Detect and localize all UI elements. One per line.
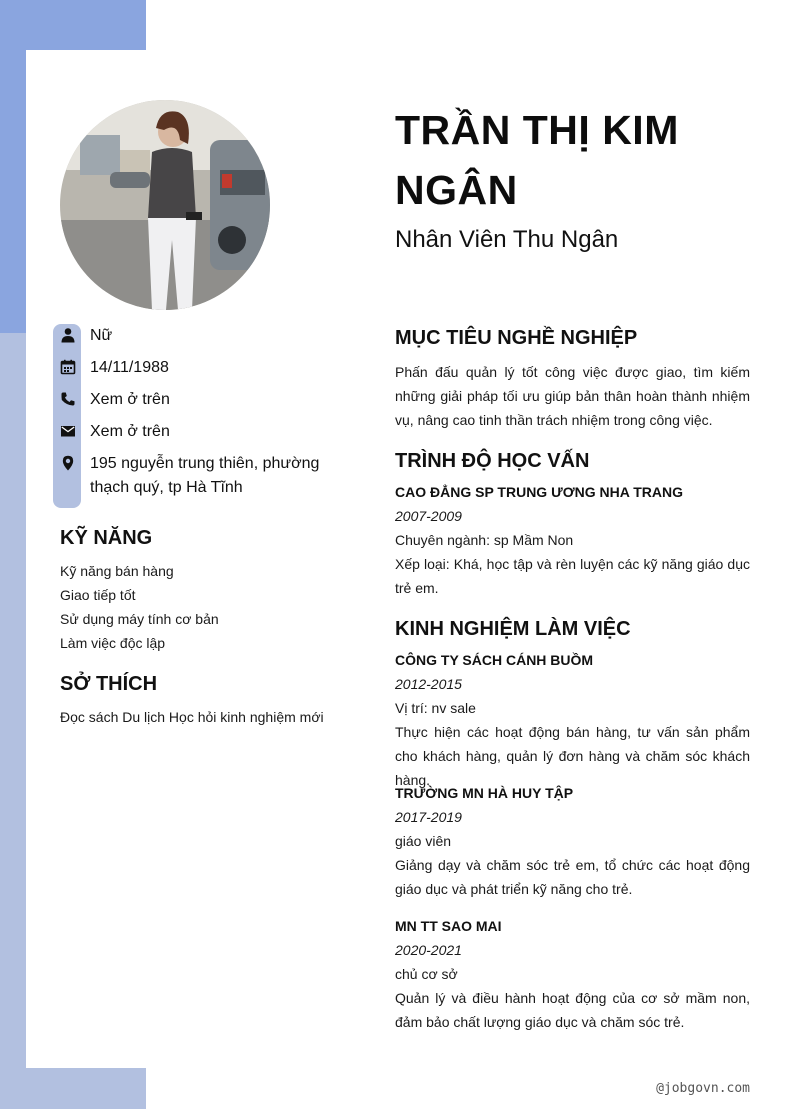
email-text: Xem ở trên [90,423,170,440]
job-title: Nhân Viên Thu Ngân [395,226,619,253]
skill-item: Sử dụng máy tính cơ bản [60,611,219,627]
email-icon [60,423,76,439]
contact-phone [60,388,340,412]
calendar-icon [60,359,76,375]
job-company: CÔNG TY SÁCH CÁNH BUỒM [395,652,594,668]
hobbies-heading: SỞ THÍCH [60,673,158,695]
contact-email [60,420,340,444]
job-company: TRƯỜNG MN HÀ HUY TẬP [395,785,574,801]
skill-item: Giao tiếp tốt [60,587,136,603]
gender-text: Nữ [90,327,113,344]
skill-item: Làm việc độc lập [60,635,166,651]
contact-gender [60,324,340,348]
skill-item: Kỹ năng bán hàng [60,563,174,579]
job-description: Giảng dạy và chăm sóc trẻ em, tổ chức các hoạt động giáo dục và phát triển kỹ năng cho trẻ. [395,857,750,897]
full-name: TRẦN THỊ KIM NGÂN [395,107,679,213]
job-position: Vị trí: nv sale [395,700,476,716]
education-school: CAO ĐẲNG SP TRUNG ƯƠNG NHA TRANG [395,484,684,500]
contact-birthdate [60,356,340,380]
phone-icon [60,391,76,407]
birthdate-text: 14/11/1988 [90,359,169,376]
education-rating: Xếp loại: Khá, học tập và rèn luyện các kỹ năng giáo dục trẻ em. [395,556,750,596]
education-period: 2007-2009 [395,508,462,524]
education-heading: TRÌNH ĐỘ HỌC VẤN [395,450,590,472]
phone-text: Xem ở trên [90,391,170,408]
hobbies-text: Đọc sách Du lịch Học hỏi kinh nghiệm mới [60,709,324,725]
skills-heading: KỸ NĂNG [60,527,153,549]
job-position: chủ cơ sở [395,966,458,982]
objective-text: Phấn đấu quản lý tốt công việc được giao, tìm kiếm những giải pháp tối ưu giúp bản thân hoàn thành nhiệm vụ, nâng cao tinh thần trách nhiệm trong công việc. [395,364,750,428]
job-description: Quản lý và điều hành hoạt động của cơ sở mầm non, đảm bảo chất lượng giáo dục và chăm sóc trẻ. [395,990,750,1030]
address-text: 195 nguyễn trung thiên, phường thạch quý, tp Hà Tĩnh [90,455,320,496]
job-period: 2012-2015 [395,676,462,692]
job-position: giáo viên [395,833,452,849]
person-icon [60,327,76,343]
job-description: Thực hiện các hoạt động bán hàng, tư vấn sản phẩm cho khách hàng, quản lý đơn hàng và chăm sóc khách hàng. [395,724,750,788]
experience-heading: KINH NGHIỆM LÀM VIỆC [395,618,631,640]
education-major: Chuyên ngành: sp Mầm Non [395,532,574,548]
location-icon [60,455,76,471]
profile-photo [60,100,270,310]
job-period: 2020-2021 [395,942,462,958]
job-period: 2017-2019 [395,809,462,825]
contact-address [60,452,340,500]
job-company: MN TT SAO MAI [395,918,502,934]
footer-watermark: @jobgovn.com [656,1081,750,1096]
objective-heading: MỤC TIÊU NGHỀ NGHIỆP [395,327,638,349]
